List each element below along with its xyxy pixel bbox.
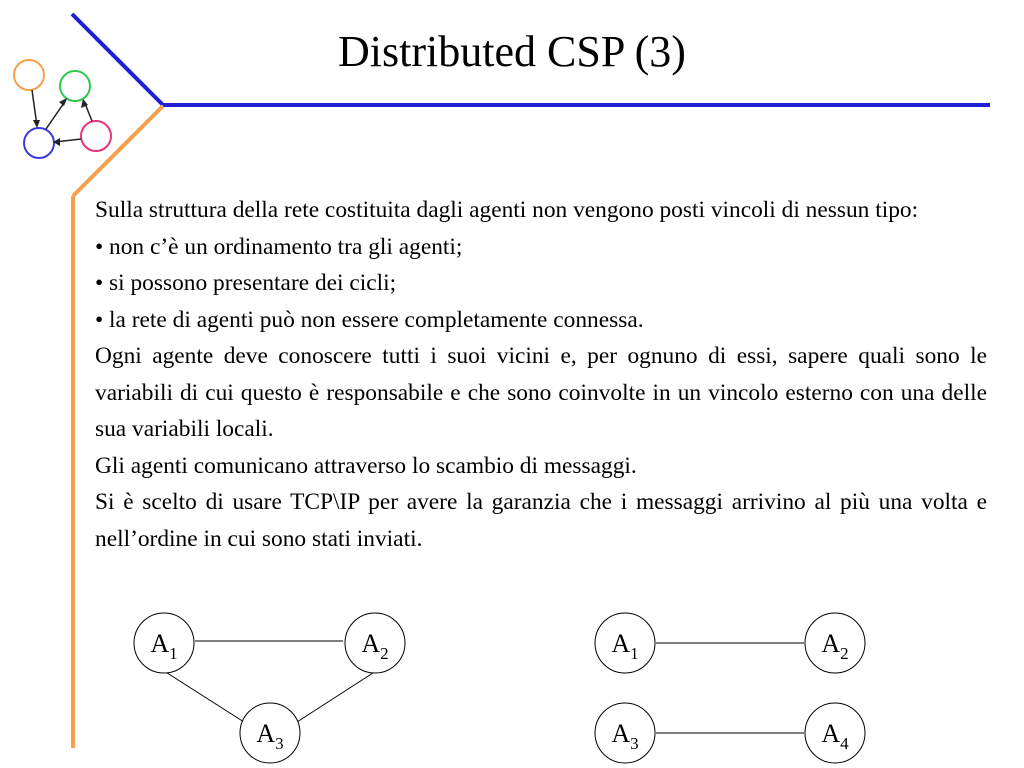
svg-text:A3: $A_3$ <box>611 719 639 753</box>
cyclic-graph <box>134 613 405 763</box>
paragraph-intro: Sulla struttura della rete costituita dagli agenti non vengono posti vincoli di nessun tipo: <box>95 197 919 223</box>
paragraph-messages: Gli agenti comunicano attraverso lo scambio di messaggi. <box>95 452 637 479</box>
agent-node-a4 <box>805 703 865 763</box>
bullet-item: • la rete di agenti può non essere completamente connessa. <box>95 306 644 333</box>
agent-node-a2 <box>805 613 865 673</box>
svg-text:A2: $A_2$ <box>821 629 849 663</box>
bullet-item: • non c’è un ordinamento tra gli agenti; <box>95 233 463 260</box>
agent-node-a1 <box>134 613 194 673</box>
bullet-item: • si possono presentare dei cicli; <box>95 270 397 296</box>
edge-a2-a3 <box>297 671 376 722</box>
edge-a1-a3 <box>164 671 244 722</box>
svg-text:A1: $A_1$ <box>611 629 639 663</box>
agent-node-a2 <box>345 613 405 673</box>
agent-node-a1 <box>595 613 655 673</box>
paragraph-neighbors: Ogni agente deve conoscere tutti i suoi vicini e, per ognuno di essi, sapere quali sono le variabili di cui questo è responsabile e che sono coinvolte in un vincolo esterno con una delle sua variabili locali. <box>95 343 987 442</box>
disconnected-graph <box>595 613 865 763</box>
svg-text:A1: $A_1$ <box>150 629 178 663</box>
slide-title: Distributed CSP (3) <box>338 27 686 76</box>
svg-text:A4: $A_4$ <box>821 719 849 753</box>
svg-text:A2: $A_2$ <box>361 629 389 663</box>
paragraph-tcpip: Si è scelto di usare TCP\IP per avere la garanzia che i messaggi arrivino al più una volta e nell’ordine in cui sono stati inviati. <box>95 489 987 552</box>
svg-text:A3: $A_3$ <box>256 719 284 753</box>
agent-node-a3 <box>240 703 300 763</box>
agent-node-a3 <box>595 703 655 763</box>
